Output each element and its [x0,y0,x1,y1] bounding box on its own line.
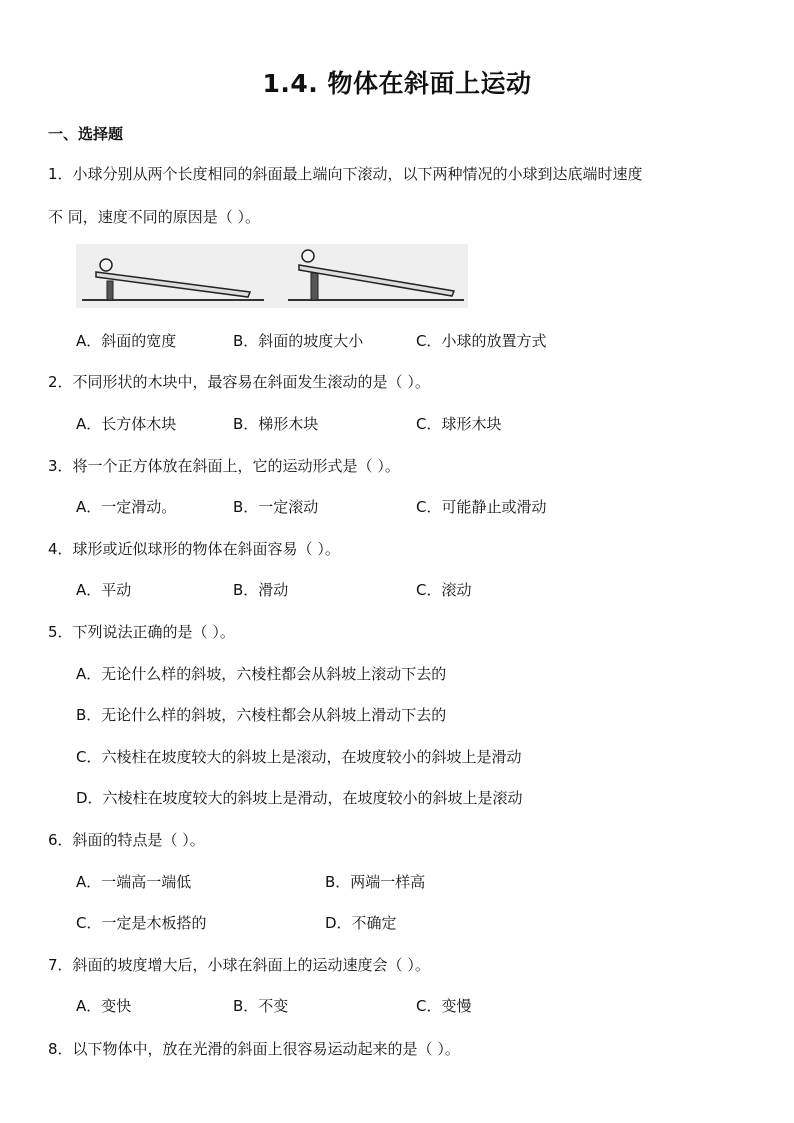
question-3-option-c[interactable]: C．可能静止或滑动 [416,498,547,516]
question-3-option-a[interactable]: A．一定滑动。 [76,498,177,516]
incline-figure [76,244,468,308]
question-3-option-b[interactable]: B．一定滚动 [233,498,319,516]
question-7-option-a[interactable]: A．变快 [76,997,132,1015]
question-2-option-c[interactable]: C．球形木块 [416,415,502,433]
question-1-option-c[interactable]: C．小球的放置方式 [416,332,547,350]
question-4-option-b[interactable]: B．滑动 [233,581,289,599]
incline-illustration [76,244,468,308]
question-1-stem-cont: 不 同，速度不同的原因是（ ）。 [48,208,261,226]
question-2-stem: 2．不同形状的木块中，最容易在斜面发生滚动的是（ ）。 [48,373,430,391]
ball-icon [302,250,314,262]
question-6-option-d[interactable]: D．不确定 [325,914,397,932]
question-8-stem: 8．以下物体中，放在光滑的斜面上很容易运动起来的是（ ）。 [48,1040,460,1058]
question-5-option-d[interactable]: D．六棱柱在坡度较大的斜坡上是滑动，在坡度较小的斜坡上是滚动 [76,789,523,807]
question-6-option-a[interactable]: A．一端高一端低 [76,873,192,891]
section-heading: 一、选择题 [48,125,124,143]
question-5-option-a[interactable]: A．无论什么样的斜坡，六棱柱都会从斜坡上滚动下去的 [76,665,447,683]
question-7-option-b[interactable]: B．不变 [233,997,289,1015]
question-1-option-b[interactable]: B．斜面的坡度大小 [233,332,364,350]
incline-diagram-left [82,259,264,300]
question-4-option-a[interactable]: A．平动 [76,581,132,599]
question-5-stem: 5．下列说法正确的是（ ）。 [48,623,235,641]
question-7-stem: 7．斜面的坡度增大后，小球在斜面上的运动速度会（ ）。 [48,956,430,974]
question-5-option-b[interactable]: B．无论什么样的斜坡，六棱柱都会从斜坡上滑动下去的 [76,706,447,724]
question-7-option-c[interactable]: C．变慢 [416,997,472,1015]
question-2-option-a[interactable]: A．长方体木块 [76,415,177,433]
question-5-option-c[interactable]: C．六棱柱在坡度较大的斜坡上是滚动，在坡度较小的斜坡上是滑动 [76,748,522,766]
question-6-stem: 6．斜面的特点是（ ）。 [48,831,205,849]
incline-diagram-right [288,250,464,300]
question-4-stem: 4．球形或近似球形的物体在斜面容易（ ）。 [48,540,340,558]
question-3-stem: 3．将一个正方体放在斜面上，它的运动形式是（ ）。 [48,457,400,475]
question-2-option-b[interactable]: B．梯形木块 [233,415,319,433]
question-6-option-c[interactable]: C．一定是木板搭的 [76,914,207,932]
question-1-option-a[interactable]: A．斜面的宽度 [76,332,177,350]
ball-icon [100,259,112,271]
page-title: 1.4. 物体在斜面上运动 [262,69,532,98]
question-1-stem: 1．小球分别从两个长度相同的斜面最上端向下滚动，以下两种情况的小球到达底端时速度 [48,165,643,183]
question-6-option-b[interactable]: B．两端一样高 [325,873,426,891]
question-4-option-c[interactable]: C．滚动 [416,581,472,599]
